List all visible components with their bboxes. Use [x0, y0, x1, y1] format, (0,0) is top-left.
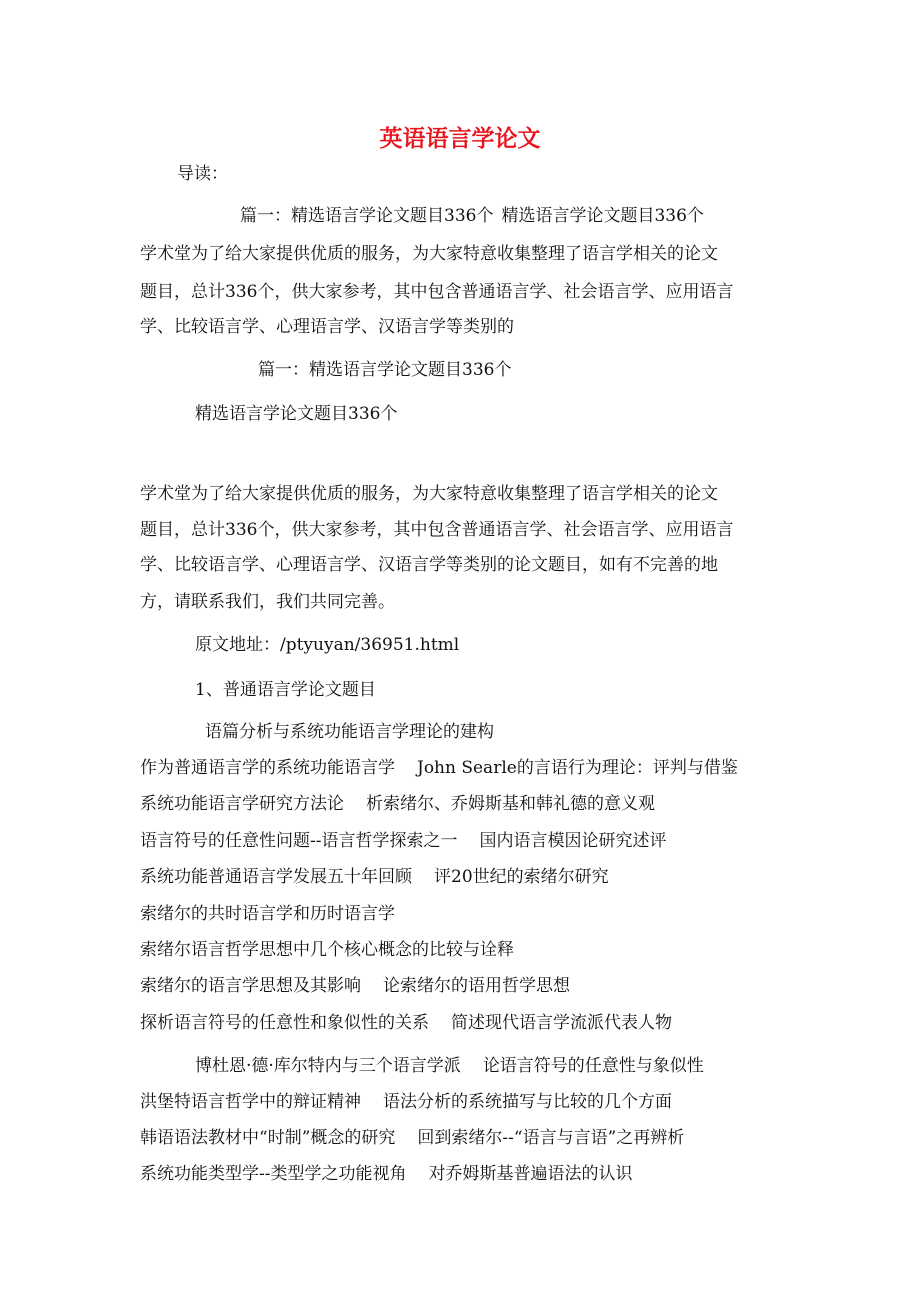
body-line: 学术堂为了给大家提供优质的服务，为大家特意收集整理了语言学相关的论文 — [140, 484, 718, 504]
topic-line — [140, 1162, 633, 1186]
topic-title: 索绪尔语言哲学思想中几个核心概念的比较与诠释 — [140, 940, 514, 960]
topic-title: 析索绪尔、乔姆斯基和韩礼德的意义观 — [366, 794, 655, 814]
summary-line: 学术堂为了给大家提供优质的服务，为大家特意收集整理了语言学相关的论文 — [140, 244, 718, 264]
topic-line — [140, 938, 514, 962]
topic-title: 论索绪尔的语用哲学思想 — [383, 976, 570, 996]
topic-title: 对乔姆斯基普遍语法的认识 — [428, 1164, 633, 1184]
topic-title: 语法分析的系统描写与比较的几个方面 — [383, 1092, 672, 1112]
body-line: 题目，总计336个，供大家参考，其中包含普通语言学、社会语言学、应用语言 — [140, 520, 734, 540]
topic-title: 系统功能普通语言学发展五十年回顾 — [140, 867, 412, 887]
topic-title: 作为普通语言学的系统功能语言学 — [140, 758, 395, 778]
topic-title: 洪堡特语言哲学中的辩证精神 — [140, 1092, 361, 1112]
subheading: 精选语言学论文题目336个 — [195, 404, 398, 424]
topic-title: 语篇分析与系统功能语言学理论的建构 — [205, 722, 494, 742]
topic-line — [140, 756, 738, 780]
topic-title: 系统功能类型学--类型学之功能视角 — [140, 1164, 407, 1184]
topic-line — [195, 1054, 704, 1078]
topic-title: 国内语言模因论研究述评 — [479, 831, 667, 851]
topic-line — [140, 829, 667, 853]
heading-line — [240, 204, 704, 228]
topic-line — [140, 902, 395, 926]
intro-label: 导读： — [177, 164, 228, 184]
topic-title: 语言符号的任意性问题--语言哲学探索之一 — [140, 831, 458, 851]
topic-title: 简述现代语言学流派代表人物 — [451, 1013, 672, 1033]
body-line: 方，请联系我们，我们共同完善。 — [140, 592, 395, 612]
topic-title: 评20世纪的索绪尔研究 — [434, 867, 609, 887]
topic-title: 索绪尔的语言学思想及其影响 — [140, 976, 361, 996]
document-title: 英语语言学论文 — [379, 126, 541, 152]
topic-line — [140, 792, 655, 816]
topic-title: 韩语语法教材中“时制”概念的研究 — [140, 1128, 396, 1148]
topic-line — [140, 1011, 672, 1035]
topic-title: 回到索绪尔--“语言与言语”之再辨析 — [417, 1128, 685, 1148]
topic-title: 探析语言符号的任意性和象似性的关系 — [140, 1013, 429, 1033]
heading-line-b: 精选语言学论文题目336个 — [501, 206, 704, 226]
topic-line — [140, 1126, 684, 1150]
topic-title: John Searle的言语行为理论：评判与借鉴 — [417, 758, 738, 778]
section-heading: 篇一：精选语言学论文题目336个 — [258, 360, 512, 380]
list-heading: 1、普通语言学论文题目 — [195, 680, 376, 700]
summary-line: 题目，总计336个，供大家参考，其中包含普通语言学、社会语言学、应用语言 — [140, 282, 734, 302]
body-line: 学、比较语言学、心理语言学、汉语言学等类别的论文题目，如有不完善的地 — [140, 555, 718, 575]
topic-line — [140, 1090, 672, 1114]
summary-line: 学、比较语言学、心理语言学、汉语言学等类别的 — [140, 317, 514, 337]
topic-line — [205, 720, 494, 744]
topic-title: 索绪尔的共时语言学和历时语言学 — [140, 904, 395, 924]
topic-title: 论语言符号的任意性与象似性 — [482, 1056, 704, 1076]
heading-line-a: 篇一：精选语言学论文题目336个 — [240, 206, 494, 226]
topic-title: 系统功能语言学研究方法论 — [140, 794, 344, 814]
topic-line — [140, 865, 609, 889]
source-url: 原文地址：/ptyuyan/36951.html — [195, 635, 460, 655]
topic-title: 博杜恩·德·库尔特内与三个语言学派 — [195, 1056, 461, 1076]
topic-line — [140, 974, 570, 998]
